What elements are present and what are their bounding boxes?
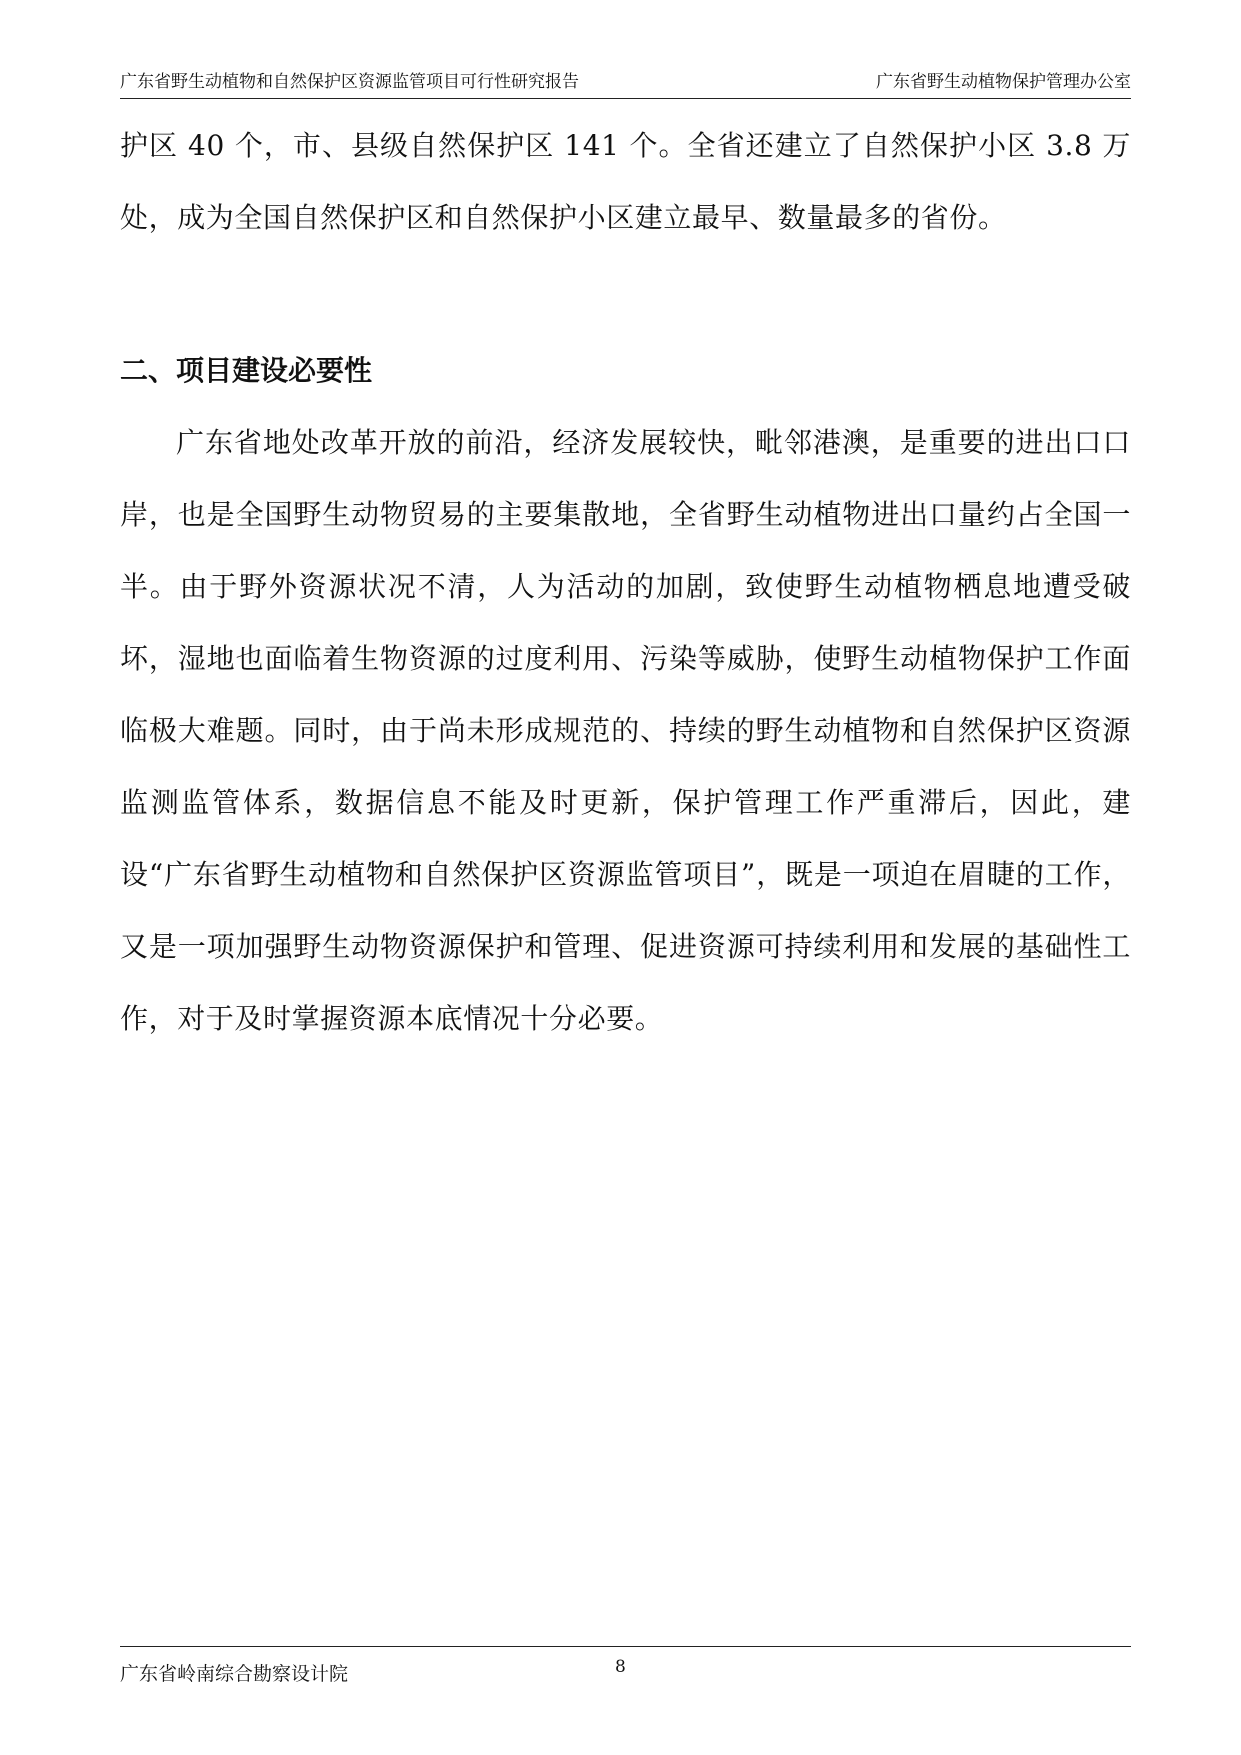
section-paragraph: 广东省地处改革开放的前沿，经济发展较快，毗邻港澳，是重要的进出口口岸，也是全国野生动物贸易的主要集散地，全省野生动植物进出口量约占全国一半。由于野外资源状况不清，人为活动的加剧，致使野生动植物栖息地遭受破坏，湿地也面临着生物资源的过度利用、污染等威胁，使野生动植物保护工作面临极大难题。同时，由于尚未形成规范的、持续的野生动植物和自然保护区资源监测监管体系，数据信息不能及时更新，保护管理工作严重滞后，因此，建设“广东省野生动植物和自然保护区资源监管项目”，既是一项迫在眉睫的工作，又是一项加强野生动物资源保护和管理、促进资源可持续利用和发展的基础性工作，对于及时掌握资源本底情况十分必要。	[120, 426, 1131, 1035]
header-organization: 广东省野生动植物保护管理办公室	[876, 72, 1131, 92]
header-report-title: 广东省野生动植物和自然保护区资源监管项目可行性研究报告	[120, 72, 579, 92]
section-heading: 二、项目建设必要性	[120, 354, 373, 387]
page-header	[120, 70, 1131, 99]
page-content	[120, 110, 1131, 1035]
page-number: 8	[615, 1657, 626, 1677]
footer-institute: 广东省岭南综合勘察设计院	[120, 1663, 349, 1685]
page-footer	[120, 1646, 1131, 1687]
intro-paragraph: 护区 40 个，市、县级自然保护区 141 个。全省还建立了自然保护小区 3.8 万处，成为全国自然保护区和自然保护小区建立最早、数量最多的省份。	[120, 129, 1131, 234]
